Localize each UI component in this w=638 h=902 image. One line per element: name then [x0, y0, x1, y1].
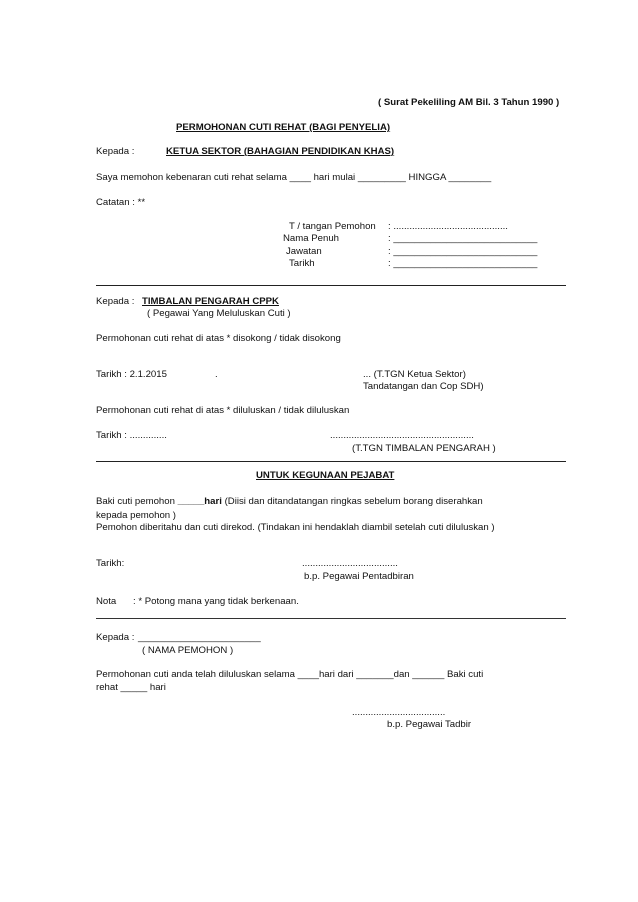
- office-date-label: Tarikh:: [96, 558, 125, 569]
- date-dot: .: [215, 369, 218, 380]
- applicant-signature-field: : ...........................................: [388, 221, 508, 232]
- catatan-note: Catatan : **: [96, 197, 146, 208]
- admin-tadbir-label: b.p. Pegawai Tadbir: [387, 719, 472, 730]
- applicant-name-blank: _______________________: [138, 632, 261, 643]
- nota-text: : * Potong mana yang tidak berkenaan.: [133, 596, 299, 607]
- approved-leave-line1: Permohonan cuti anda telah diluluskan selama ____hari dari _______dan ______ Baki cuti: [96, 669, 484, 680]
- leave-balance-unit: hari: [204, 496, 222, 507]
- recipient-ketua-sektor: KETUA SEKTOR (BAHAGIAN PENDIDIKAN KHAS): [166, 146, 395, 157]
- sector-head-date: Tarikh : 2.1.2015: [96, 369, 167, 380]
- date-label: Tarikh: [289, 258, 315, 269]
- approved-leave-line2: rehat _____ hari: [96, 682, 166, 693]
- section-divider-1: [96, 285, 566, 286]
- office-use-heading: UNTUK KEGUNAAN PEJABAT: [256, 470, 395, 481]
- leave-balance-continuation: kepada pemohon ): [96, 510, 177, 521]
- position-label: Jawatan: [286, 246, 322, 257]
- section-divider-2: [96, 461, 566, 462]
- recipient-timbalan-pengarah: TIMBALAN PENGARAH CPPK: [142, 296, 279, 307]
- approval-status-text: Permohonan cuti rehat di atas * diluluskan / tidak diluluskan: [96, 405, 350, 416]
- sector-head-signature: ... (T.TGN Ketua Sektor): [363, 369, 466, 380]
- admin-officer-signature-dots: ....................................: [302, 558, 398, 569]
- to-label-section2: Kepada :: [96, 296, 135, 307]
- leave-balance-instruction: (Diisi dan ditandatangan ringkas sebelum borang diserahkan: [224, 496, 483, 507]
- section-divider-3: [96, 618, 566, 619]
- full-name-field: : ___________________________: [388, 233, 538, 244]
- approving-officer-note: ( Pegawai Yang Meluluskan Cuti ): [147, 308, 291, 319]
- date-field: : ___________________________: [388, 258, 538, 269]
- deputy-director-signature-label: (T.TGN TIMBALAN PENGARAH ): [352, 443, 496, 454]
- full-name-label: Nama Penuh: [283, 233, 339, 244]
- to-label-section4: Kepada :: [96, 632, 135, 643]
- leave-balance-paragraph: [96, 495, 562, 509]
- nota-label: Nota: [96, 596, 117, 607]
- position-field: : ___________________________: [388, 246, 538, 257]
- leave-balance-blank: _____: [177, 496, 205, 507]
- deputy-director-date: Tarikh : ..............: [96, 430, 167, 441]
- applicant-name-label: ( NAMA PEMOHON ): [142, 645, 234, 656]
- admin-tadbir-signature-dots: ...................................: [352, 707, 446, 718]
- admin-officer-label: b.p. Pegawai Pentadbiran: [304, 571, 414, 582]
- leave-request-text: Saya memohon kebenaran cuti rehat selama ____ hari mulai _________ HINGGA ________: [96, 172, 492, 183]
- leave-recorded-notice: Pemohon diberitahu dan cuti direkod. (Tindakan ini hendaklah diambil setelah cuti diluluskan ): [96, 522, 495, 533]
- deputy-director-signature-dots: ......................................................: [330, 430, 474, 441]
- form-title: PERMOHONAN CUTI REHAT (BAGI PENYELIA): [176, 122, 391, 133]
- leave-balance-prefix: Baki cuti pemohon: [96, 496, 175, 507]
- to-label-section1: Kepada :: [96, 146, 135, 157]
- sector-head-stamp: Tandatangan dan Cop SDH): [363, 381, 484, 392]
- circular-reference: ( Surat Pekeliling AM Bil. 3 Tahun 1990 ): [378, 97, 560, 108]
- applicant-signature-label: T / tangan Pemohon: [289, 221, 376, 232]
- supported-status-text: Permohonan cuti rehat di atas * disokong / tidak disokong: [96, 333, 341, 344]
